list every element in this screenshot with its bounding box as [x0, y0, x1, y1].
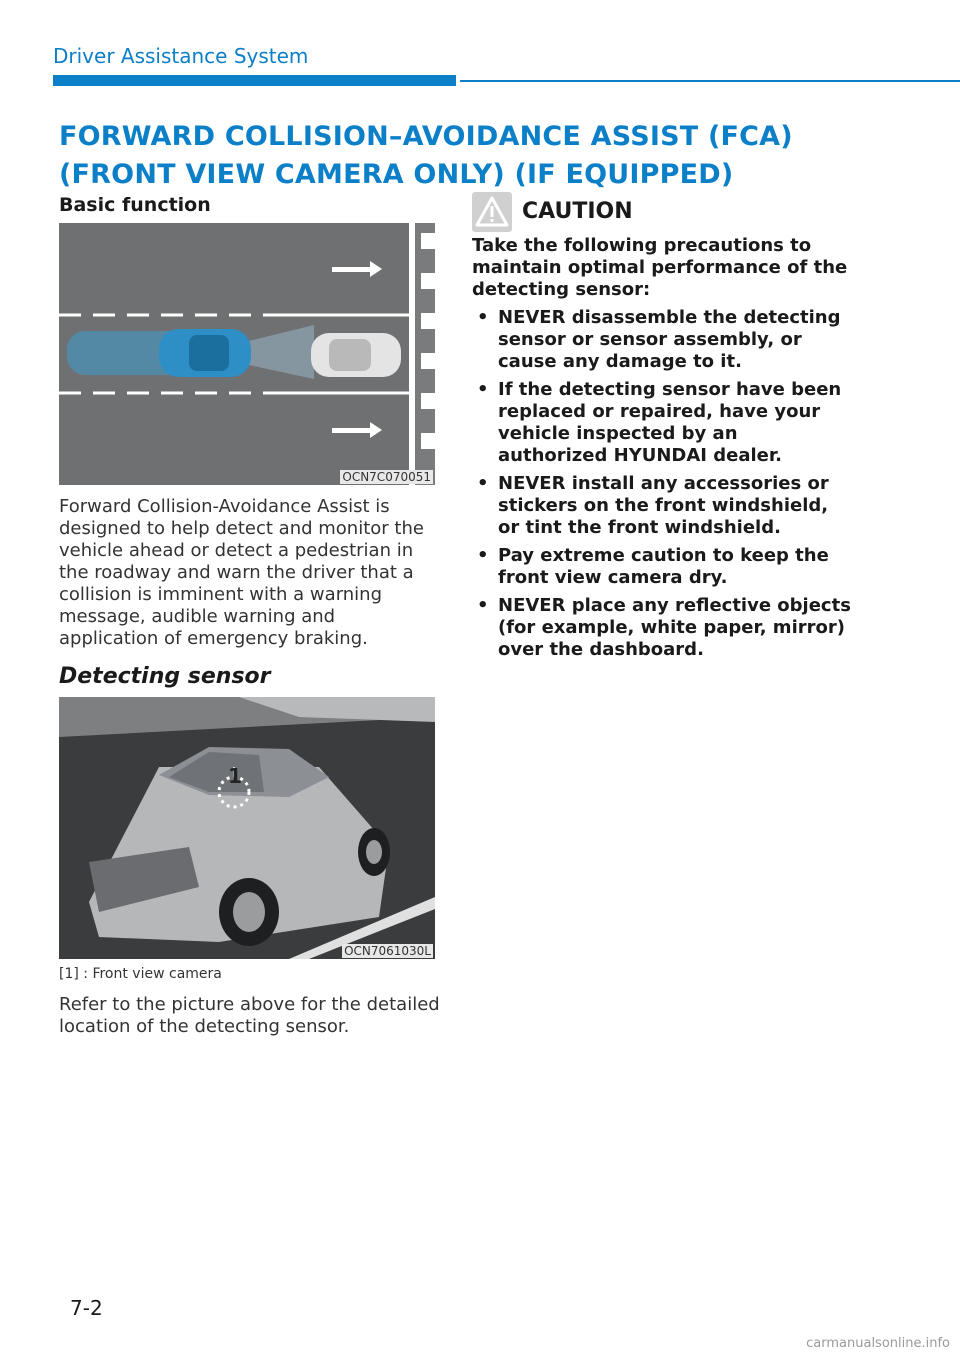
basic-function-heading: Basic function [59, 194, 211, 216]
figure-code: OCN7061030L [344, 944, 431, 958]
list-item: • NEVER install any accessories or stickers on the front windshield, or tint the front windshield. [477, 473, 829, 538]
detecting-sensor-heading: Detecting sensor [59, 664, 271, 689]
figure-code: OCN7C070051 [342, 470, 431, 484]
page-title: FORWARD COLLISION–AVOIDANCE ASSIST (FCA) (FRONT VIEW CAMERA ONLY) (IF EQUIPPED) [59, 121, 793, 190]
list-item: • NEVER disassemble the detecting sensor or sensor assembly, or cause any damage to it. [477, 307, 841, 372]
header-bar [53, 75, 456, 86]
page-number: 7-2 [70, 1296, 103, 1320]
detecting-sensor-text: Refer to the picture above for the detailed location of the detecting sensor. [59, 994, 440, 1037]
section-title: Driver Assistance System [53, 44, 309, 68]
list-item: • If the detecting sensor have been replaced or repaired, have your vehicle inspected by an authorized HYUNDAI dealer. [477, 379, 842, 466]
figure-caption: [1] : Front view camera [59, 966, 222, 982]
road-scene-image [59, 223, 435, 485]
car-photo-image [59, 697, 435, 959]
caution-warning-icon [472, 192, 512, 232]
list-item: • NEVER place any reflective objects (for example, white paper, mirror) over the dashboard. [477, 595, 851, 660]
watermark: carmanualsonline.info [806, 1336, 950, 1351]
camera-marker: 1 [228, 764, 242, 788]
caution-list [472, 307, 852, 667]
caution-intro: Take the following precautions to maintain optimal performance of the detecting sensor: [472, 235, 848, 300]
list-item: • Pay extreme caution to keep the front view camera dry. [477, 545, 829, 588]
header-rule [460, 80, 960, 82]
basic-function-text: Forward Collision-Avoidance Assist is designed to help detect and monitor the vehicle ahead or detect a pedestrian in the roadway and warn the driver that a collision is imminent with a warning message, audible warning and application of emergency braking. [59, 496, 424, 649]
sensor-location-illustration [59, 697, 435, 959]
fca-road-illustration [59, 223, 435, 485]
caution-title: CAUTION [522, 199, 633, 224]
